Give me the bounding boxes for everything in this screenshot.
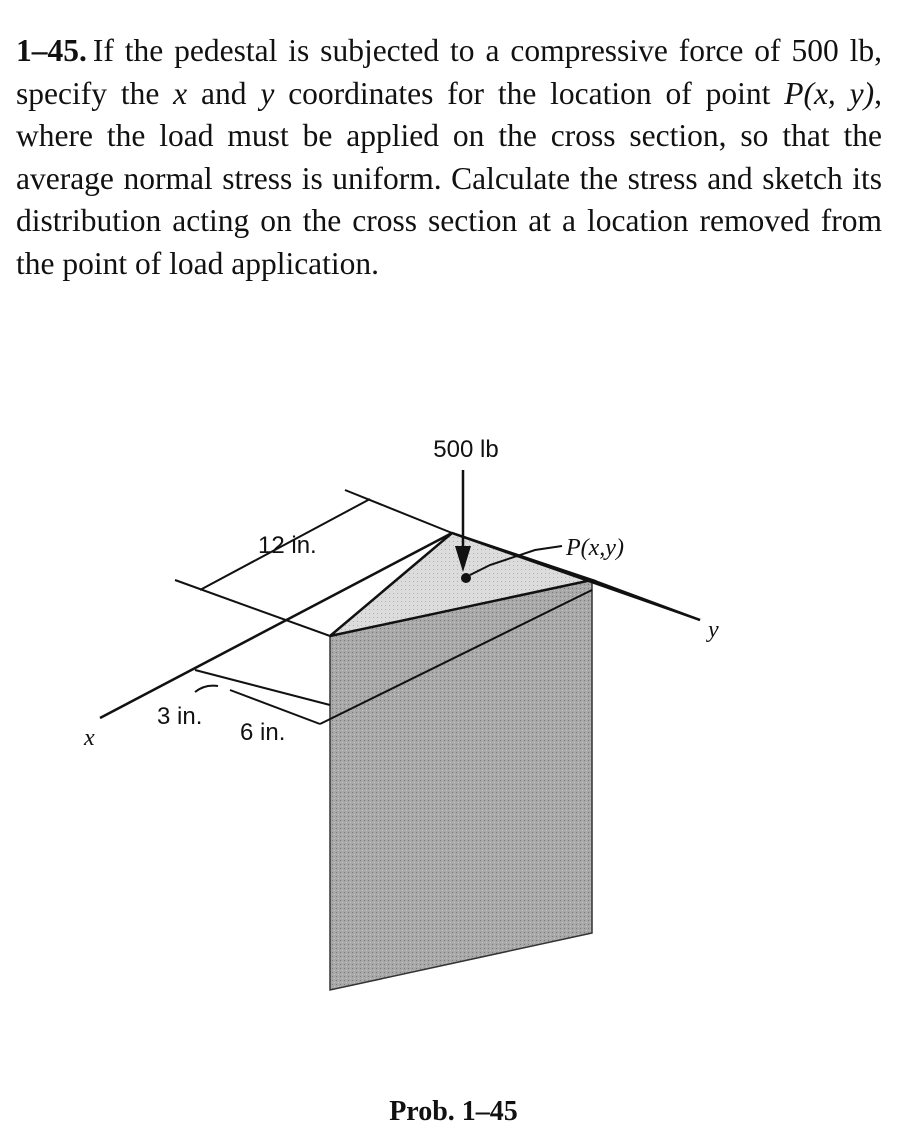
x-axis-label: x bbox=[84, 725, 95, 751]
figure-caption: Prob. 1–45 bbox=[389, 1096, 518, 1127]
dim-3-arc bbox=[195, 686, 218, 692]
dim-12-extension-right bbox=[345, 490, 452, 533]
dimension-6-label: 6 in. bbox=[240, 719, 286, 746]
point-p-label: P(x, y) bbox=[784, 75, 875, 111]
dimension-12-label: 12 in. bbox=[258, 532, 317, 559]
problem-text-part-2: and bbox=[187, 75, 261, 111]
problem-text-part-3: coordinates for the location of point bbox=[274, 75, 785, 111]
y-axis-line-outside bbox=[592, 580, 700, 620]
problem-text-part-4: , where the load must be applied on the cross section, so that the average normal stress is uniform. Calculate the stress and sketch its distribution acting on the cross section at a location removed from the point of load application. bbox=[16, 75, 883, 281]
pedestal-front-face bbox=[330, 580, 592, 990]
point-p-marker bbox=[461, 573, 471, 583]
problem-text-part-1: If the pedestal is subjected to a compressive force of 500 lb, specify the bbox=[16, 33, 882, 111]
variable-x: x bbox=[173, 75, 188, 111]
dimension-3-label: 3 in. bbox=[157, 703, 203, 730]
dim-3-extension bbox=[195, 670, 330, 705]
point-p-coordinates-label: P(x,y) bbox=[566, 535, 624, 561]
load-label: 500 lb bbox=[433, 436, 499, 463]
y-axis-label: y bbox=[708, 617, 719, 643]
problem-number: 1–45. bbox=[16, 33, 87, 68]
variable-y: y bbox=[260, 75, 275, 111]
